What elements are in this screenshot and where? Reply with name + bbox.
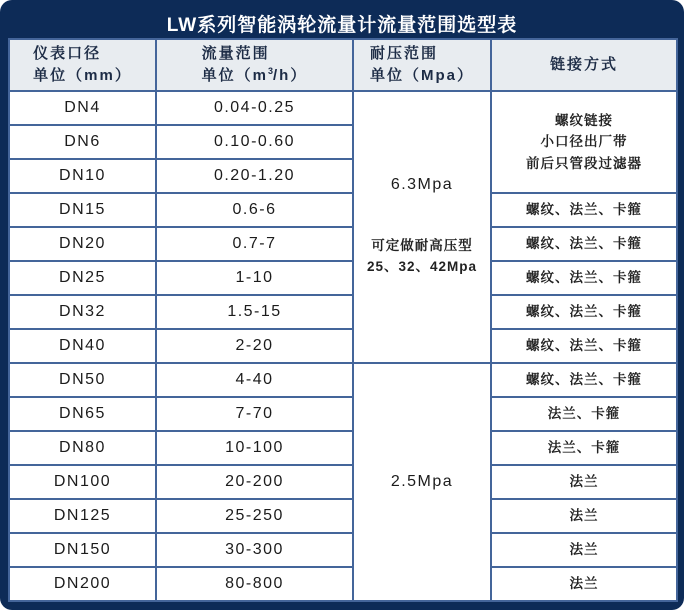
flow-range-cell: 80-800 xyxy=(156,567,353,601)
flow-range-cell: 30-300 xyxy=(156,533,353,567)
table-row xyxy=(9,329,677,363)
connection-cell: 螺纹、法兰、卡箍 xyxy=(491,261,677,295)
diameter-cell: DN20 xyxy=(9,227,156,261)
flow-range-cell: 7-70 xyxy=(156,397,353,431)
diameter-cell: DN125 xyxy=(9,499,156,533)
flow-range-selection-table xyxy=(8,38,678,602)
page-title: LW系列智能涡轮流量计流量范围选型表 xyxy=(166,14,518,36)
diameter-cell: DN4 xyxy=(9,91,156,125)
flow-header-line2-pre: 单位（m xyxy=(201,67,268,84)
connection-group-cell-small-diameter xyxy=(491,91,677,193)
column-header-flow-range xyxy=(156,39,353,91)
connection-cell: 螺纹、法兰、卡箍 xyxy=(491,227,677,261)
pressure-header-line2: 单位（Mpa） xyxy=(369,67,474,84)
connection-line2: 小口径出厂带 xyxy=(540,134,628,150)
pressure-value: 2.5Mpa xyxy=(390,473,454,490)
connection-cell: 螺纹、法兰、卡箍 xyxy=(491,329,677,363)
diameter-cell: DN6 xyxy=(9,125,156,159)
header-row xyxy=(9,39,677,91)
pressure-note-line2: 25、32、42Mpa xyxy=(366,259,478,274)
flow-range-cell: 25-250 xyxy=(156,499,353,533)
pressure-custom-note xyxy=(354,236,490,278)
flow-range-cell: 4-40 xyxy=(156,363,353,397)
diameter-cell: DN10 xyxy=(9,159,156,193)
diameter-cell: DN32 xyxy=(9,295,156,329)
diameter-cell: DN100 xyxy=(9,465,156,499)
connection-line1: 螺纹链接 xyxy=(555,112,613,128)
connection-cell: 法兰、卡箍 xyxy=(491,397,677,431)
connection-header-line1: 链接方式 xyxy=(549,56,618,74)
table-row xyxy=(9,397,677,431)
diameter-header-line2: 单位（mm） xyxy=(33,67,132,84)
diameter-cell: DN200 xyxy=(9,567,156,601)
flow-range-cell: 10-100 xyxy=(156,431,353,465)
table-row xyxy=(9,91,677,125)
table-row xyxy=(9,295,677,329)
flow-range-cell: 0.20-1.20 xyxy=(156,159,353,193)
diameter-cell: DN25 xyxy=(9,261,156,295)
table-row xyxy=(9,499,677,533)
table-row xyxy=(9,431,677,465)
flow-range-cell: 0.10-0.60 xyxy=(156,125,353,159)
table-row xyxy=(9,227,677,261)
diameter-cell: DN40 xyxy=(9,329,156,363)
pressure-header-line1: 耐压范围 xyxy=(369,45,438,63)
flow-range-cell: 20-200 xyxy=(156,465,353,499)
flow-range-cell: 0.6-6 xyxy=(156,193,353,227)
connection-cell: 法兰 xyxy=(491,567,677,601)
flow-range-cell: 0.04-0.25 xyxy=(156,91,353,125)
flow-range-cell: 1-10 xyxy=(156,261,353,295)
pressure-note-line1: 可定做耐高压型 xyxy=(371,238,473,254)
column-header-diameter xyxy=(9,39,156,91)
connection-line3: 前后只管段过滤器 xyxy=(526,155,642,171)
diameter-cell: DN80 xyxy=(9,431,156,465)
table-row xyxy=(9,533,677,567)
column-header-connection xyxy=(491,39,677,91)
pressure-group-cell-high xyxy=(353,91,491,363)
cubic-meter-superscript: 3 xyxy=(267,66,273,76)
connection-cell: 螺纹、法兰、卡箍 xyxy=(491,295,677,329)
connection-cell: 螺纹、法兰、卡箍 xyxy=(491,363,677,397)
table-row xyxy=(9,193,677,227)
table-row xyxy=(9,363,677,397)
flow-header-line1: 流量范围 xyxy=(201,45,270,63)
diameter-cell: DN65 xyxy=(9,397,156,431)
diameter-cell: DN15 xyxy=(9,193,156,227)
table-row xyxy=(9,261,677,295)
flow-range-cell: 1.5-15 xyxy=(156,295,353,329)
pressure-group-cell-low xyxy=(353,363,491,601)
column-header-pressure xyxy=(353,39,491,91)
table-row xyxy=(9,465,677,499)
connection-cell: 法兰 xyxy=(491,499,677,533)
pressure-value: 6.3Mpa xyxy=(390,176,454,194)
connection-cell: 法兰、卡箍 xyxy=(491,431,677,465)
connection-cell: 法兰 xyxy=(491,533,677,567)
diameter-cell: DN50 xyxy=(9,363,156,397)
table-row xyxy=(9,567,677,601)
connection-cell: 法兰 xyxy=(491,465,677,499)
diameter-cell: DN150 xyxy=(9,533,156,567)
flow-header-line2-post: /h） xyxy=(273,67,308,84)
connection-cell: 螺纹、法兰、卡箍 xyxy=(491,193,677,227)
title-bar xyxy=(8,8,676,38)
flow-range-cell: 2-20 xyxy=(156,329,353,363)
flow-range-cell: 0.7-7 xyxy=(156,227,353,261)
diameter-header-line1: 仪表口径 xyxy=(33,45,102,63)
